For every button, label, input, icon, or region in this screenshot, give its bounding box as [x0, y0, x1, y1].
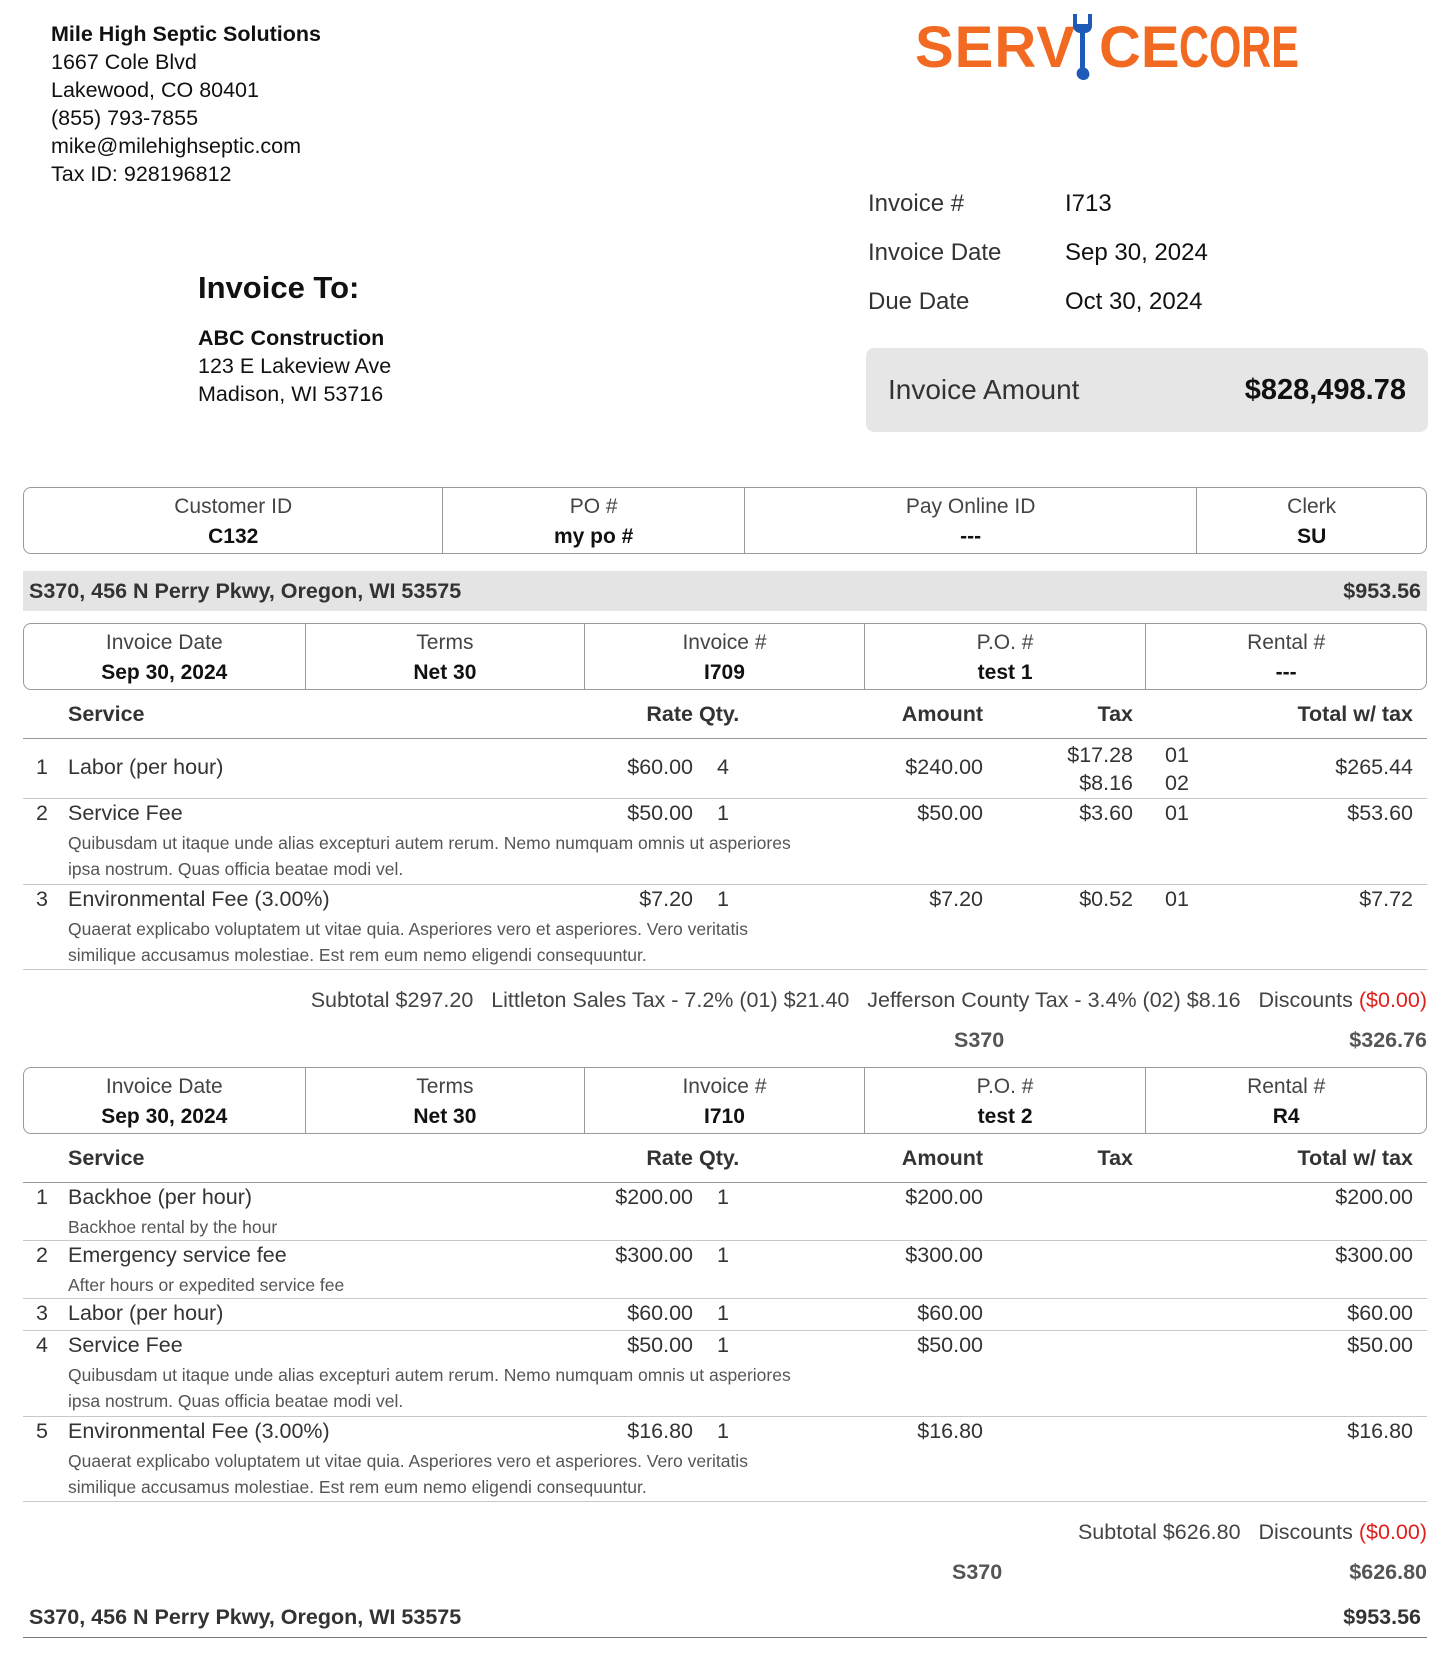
invoice-totals: [311, 988, 1427, 1013]
header-value: Sep 30, 2024: [101, 1105, 228, 1128]
header-value: test 1: [977, 661, 1033, 684]
rate: $50.00: [627, 1333, 693, 1357]
row-number: 4: [36, 1333, 48, 1357]
line-total: $53.60: [1347, 801, 1413, 825]
line-total: $300.00: [1335, 1243, 1413, 1267]
invoice-amount-box: [866, 348, 1428, 432]
col-total: Total w/ tax: [1297, 702, 1413, 726]
site-code: S370: [952, 1560, 1003, 1584]
header-label: Rental #: [1247, 1075, 1326, 1098]
site-subtotal: $326.76: [1349, 1028, 1427, 1052]
tax-code: 01: [1165, 743, 1189, 767]
invoice-number: I713: [1065, 190, 1112, 217]
tax-amount: $0.52: [1079, 887, 1133, 911]
header-invoice-date: [24, 624, 306, 689]
amount: $60.00: [917, 1301, 983, 1325]
site-code: S370: [954, 1028, 1005, 1052]
col-tax: Tax: [1097, 702, 1133, 726]
amount: $7.20: [929, 887, 983, 911]
rate: $16.80: [627, 1419, 693, 1443]
invoice-to-heading: Invoice To:: [198, 270, 360, 305]
clerk-value: SU: [1297, 525, 1327, 548]
service-name: Emergency service fee: [68, 1243, 287, 1267]
item-description: After hours or expedited service fee: [68, 1275, 345, 1295]
company-tax-id: Tax ID: 928196812: [51, 162, 232, 186]
header-terms: [306, 624, 586, 689]
rate: $50.00: [627, 801, 693, 825]
service-name: Labor (per hour): [68, 1301, 224, 1325]
site-header: [23, 571, 1427, 611]
site-address: S370, 456 N Perry Pkwy, Oregon, WI 53575: [29, 1605, 462, 1629]
col-qty: Qty.: [699, 702, 740, 726]
line-total: $60.00: [1347, 1301, 1413, 1325]
site-subtotal: $626.80: [1349, 1560, 1427, 1584]
col-service: Service: [68, 1146, 145, 1170]
line-total: $50.00: [1347, 1333, 1413, 1357]
col-amount: Amount: [901, 702, 983, 726]
header-label: Terms: [416, 631, 474, 654]
rate: $200.00: [615, 1185, 693, 1209]
pay-online-label: Pay Online ID: [905, 495, 1036, 518]
service-name: Service Fee: [68, 1333, 183, 1357]
header-value: I709: [704, 661, 745, 684]
qty: 1: [717, 1419, 729, 1443]
company-email: mike@milehighseptic.com: [51, 134, 302, 158]
line-items-header: [23, 692, 1427, 739]
invoice-totals: [1078, 1520, 1427, 1545]
po-label: PO #: [569, 495, 618, 518]
tax-amount: $17.28: [1067, 743, 1133, 767]
header-value: Net 30: [413, 1105, 477, 1128]
po-cell: [443, 488, 745, 553]
pay-online-cell: [745, 488, 1197, 553]
service-name: Backhoe (per hour): [68, 1185, 253, 1209]
header-po: [865, 624, 1147, 689]
qty: 1: [717, 1185, 729, 1209]
tax-code: 01: [1165, 887, 1189, 911]
line-total: $16.80: [1347, 1419, 1413, 1443]
invoice-header-box: [23, 1067, 1427, 1134]
rate: $60.00: [627, 755, 693, 779]
invoice-amount-label: Invoice Amount: [888, 374, 1080, 405]
qty: 4: [717, 755, 729, 779]
discounts-label: Discounts: [1258, 1520, 1353, 1544]
header-value: test 2: [977, 1105, 1033, 1128]
col-qty: Qty.: [699, 1146, 740, 1170]
header-label: Invoice #: [682, 1075, 767, 1098]
customer-id-label: Customer ID: [174, 495, 293, 518]
header-value: ---: [1275, 661, 1297, 684]
table-row: [23, 1418, 1427, 1502]
header-value: Net 30: [413, 661, 477, 684]
logo-text-core: CORE: [1179, 15, 1299, 80]
amount: $300.00: [905, 1243, 983, 1267]
discounts-label: Discounts: [1258, 988, 1353, 1012]
row-number: 3: [36, 1301, 48, 1325]
col-total: Total w/ tax: [1297, 1146, 1413, 1170]
amount: $240.00: [905, 755, 983, 779]
row-number: 2: [36, 1243, 48, 1267]
row-number: 1: [36, 1185, 48, 1209]
row-number: 5: [36, 1419, 48, 1443]
tax-summary: Littleton Sales Tax - 7.2% (01) $21.40 Jefferson County Tax - 3.4% (02) $8.16: [491, 988, 1241, 1012]
qty: 1: [717, 801, 729, 825]
item-description: Quibusdam ut itaque unde alias excepturi autem rerum. Nemo numquam omnis ut asperiores ipsa nostrum. Quas officia beatae modi vel.: [68, 833, 791, 879]
po-value: my po #: [554, 525, 634, 548]
invoice-date: Sep 30, 2024: [1065, 239, 1208, 266]
col-tax: Tax: [1097, 1146, 1133, 1170]
company-name: Mile High Septic Solutions: [51, 22, 321, 46]
row-number: 3: [36, 887, 48, 911]
header-label: P.O. #: [976, 631, 1034, 654]
amount: $50.00: [917, 801, 983, 825]
item-description: Quibusdam ut itaque unde alias excepturi autem rerum. Nemo numquam omnis ut asperiores ipsa nostrum. Quas officia beatae modi vel.: [68, 1365, 791, 1411]
company-phone: (855) 793-7855: [51, 106, 199, 130]
amount: $50.00: [917, 1333, 983, 1357]
customer-id-cell: [24, 488, 443, 553]
pay-online-value: ---: [960, 525, 982, 548]
service-name: Environmental Fee (3.00%): [68, 1419, 330, 1443]
invoice-date-label: Invoice Date: [868, 239, 1002, 266]
rate: $300.00: [615, 1243, 693, 1267]
qty: 1: [717, 1243, 729, 1267]
logo-text-right: CE: [1099, 15, 1180, 80]
discounts-value: ($0.00): [1358, 1520, 1427, 1544]
line-items-header: [23, 1136, 1427, 1183]
tax-code: 02: [1165, 771, 1189, 795]
table-row: [23, 1184, 1427, 1241]
col-rate: Rate: [646, 702, 693, 726]
header-rental: [1146, 1068, 1426, 1133]
line-total: $200.00: [1335, 1185, 1413, 1209]
tax-amount: $8.16: [1079, 771, 1133, 795]
discounts-value: ($0.00): [1358, 988, 1427, 1012]
line-total: $265.44: [1335, 755, 1413, 779]
due-date: Oct 30, 2024: [1065, 288, 1203, 315]
header-value: Sep 30, 2024: [101, 661, 228, 684]
header-invoice-date: [24, 1068, 306, 1133]
service-name: Labor (per hour): [68, 755, 224, 779]
header-invoice-number: [585, 624, 865, 689]
col-amount: Amount: [901, 1146, 983, 1170]
item-description: Quaerat explicabo voluptatem ut vitae quia. Asperiores vero et asperiores. Vero veritatis similique accusamus molestiae. Est rem eum nemo eligendi consequuntur.: [68, 919, 748, 965]
invoice-meta: [868, 190, 1208, 337]
invoice-header-box: [23, 623, 1427, 690]
invoice-number-label: Invoice #: [868, 190, 965, 217]
col-service: Service: [68, 702, 145, 726]
servicecore-logo: [915, 4, 1305, 92]
table-row: [23, 1300, 1427, 1331]
col-rate: Rate: [646, 1146, 693, 1170]
qty: 1: [717, 1333, 729, 1357]
invoice-amount: $828,498.78: [1244, 373, 1406, 406]
company-address-line2: Lakewood, CO 80401: [51, 78, 259, 102]
site-address: S370, 456 N Perry Pkwy, Oregon, WI 53575: [29, 578, 462, 603]
due-date-label: Due Date: [868, 288, 970, 315]
table-row: [23, 1242, 1427, 1299]
service-name: Service Fee: [68, 801, 183, 825]
header-value: I710: [704, 1105, 745, 1128]
customer-id-value: C132: [208, 525, 259, 548]
table-row: [23, 1332, 1427, 1417]
header-label: Rental #: [1247, 631, 1326, 654]
rate: $60.00: [627, 1301, 693, 1325]
clerk-label: Clerk: [1287, 495, 1337, 518]
header-label: Terms: [416, 1075, 474, 1098]
header-label: Invoice #: [682, 631, 767, 654]
qty: 1: [717, 887, 729, 911]
header-po: [865, 1068, 1147, 1133]
tax-amount: $3.60: [1079, 801, 1133, 825]
subtotal: Subtotal $297.20: [310, 988, 474, 1012]
site-total: $953.56: [1343, 578, 1421, 603]
service-name: Environmental Fee (3.00%): [68, 887, 330, 911]
clerk-cell: [1197, 488, 1426, 553]
bill-to-name: ABC Construction: [198, 326, 385, 350]
header-label: P.O. #: [976, 1075, 1034, 1098]
header-value: R4: [1272, 1105, 1300, 1128]
header-label: Invoice Date: [105, 631, 223, 654]
site-total: $953.56: [1343, 1605, 1421, 1629]
amount: $16.80: [917, 1419, 983, 1443]
rate: $7.20: [639, 887, 693, 911]
line-total: $7.72: [1359, 887, 1413, 911]
invoice-to: [198, 270, 391, 408]
logo-text-left: SERV: [915, 15, 1076, 80]
header-label: Invoice Date: [105, 1075, 223, 1098]
site-footer: [23, 1598, 1427, 1638]
row-number: 1: [36, 755, 48, 779]
amount: $200.00: [905, 1185, 983, 1209]
header-rental: [1146, 624, 1426, 689]
tax-code: 01: [1165, 801, 1189, 825]
company-address-line1: 1667 Cole Blvd: [51, 50, 197, 74]
item-description: Backhoe rental by the hour: [68, 1217, 278, 1237]
subtotal: Subtotal $626.80: [1077, 1520, 1241, 1544]
bill-to-address1: 123 E Lakeview Ave: [198, 354, 392, 378]
item-description: Quaerat explicabo voluptatem ut vitae quia. Asperiores vero et asperiores. Vero veritatis similique accusamus molestiae. Est rem eum nemo eligendi consequuntur.: [68, 1451, 748, 1497]
row-number: 2: [36, 801, 48, 825]
table-row: [23, 740, 1427, 799]
bill-to-address2: Madison, WI 53716: [198, 382, 384, 406]
table-row: [23, 800, 1427, 885]
company-info: [51, 20, 321, 188]
header-invoice-number: [585, 1068, 865, 1133]
table-row: [23, 886, 1427, 970]
header-terms: [306, 1068, 586, 1133]
qty: 1: [717, 1301, 729, 1325]
customer-info-box: [23, 487, 1427, 554]
